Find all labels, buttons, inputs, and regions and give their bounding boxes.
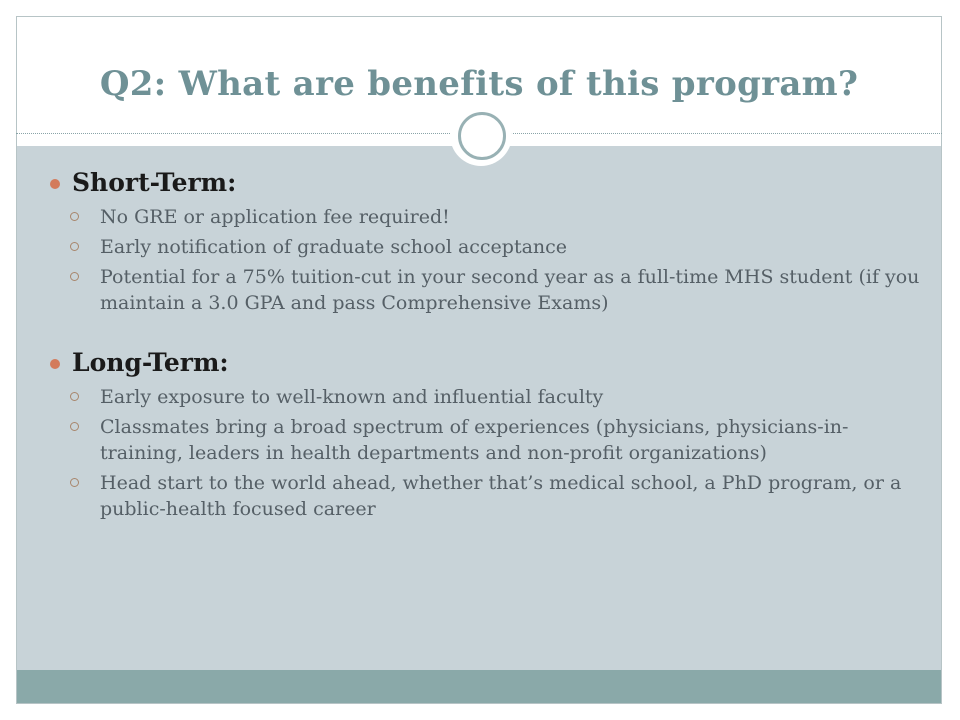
list-item <box>50 204 920 230</box>
list-item-text: Head start to the world ahead, whether that’s medical school, a PhD program, or a public-health focused career <box>100 472 902 520</box>
section-heading-text: Short-Term: <box>72 168 237 197</box>
list-item-text: Early exposure to well-known and influential faculty <box>100 386 604 408</box>
section-short-term <box>50 166 920 316</box>
list-item <box>50 264 920 316</box>
bullet-list <box>50 384 920 522</box>
circle-bullet-icon <box>70 242 79 251</box>
list-item <box>50 414 920 466</box>
circle-bullet-icon <box>70 478 79 487</box>
section-heading <box>50 166 920 200</box>
list-item <box>50 470 920 522</box>
footer-bar <box>17 670 941 703</box>
slide-title: Q2: What are benefits of this program? <box>99 64 859 104</box>
list-item-text: Classmates bring a broad spectrum of experiences (physicians, physicians-in-training, leaders in health departments and non-profit organizations) <box>100 416 849 464</box>
bullet-dot-icon <box>50 359 60 369</box>
list-item <box>50 234 920 260</box>
circle-ornament-icon <box>458 112 506 160</box>
list-item-text: No GRE or application fee required! <box>100 206 450 228</box>
section-gap <box>50 316 920 346</box>
bullet-list <box>50 204 920 316</box>
list-item-text: Early notification of graduate school acceptance <box>100 236 568 258</box>
list-item <box>50 384 920 410</box>
circle-bullet-icon <box>70 212 79 221</box>
circle-bullet-icon <box>70 392 79 401</box>
section-heading-text: Long-Term: <box>72 348 229 377</box>
section-heading <box>50 346 920 380</box>
slide-body <box>50 166 920 522</box>
circle-bullet-icon <box>70 272 79 281</box>
list-item-text: Potential for a 75% tuition-cut in your second year as a full-time MHS student (if you maintain a 3.0 GPA and pass Comprehensive Exams) <box>100 266 920 314</box>
section-long-term <box>50 346 920 522</box>
circle-bullet-icon <box>70 422 79 431</box>
bullet-dot-icon <box>50 179 60 189</box>
